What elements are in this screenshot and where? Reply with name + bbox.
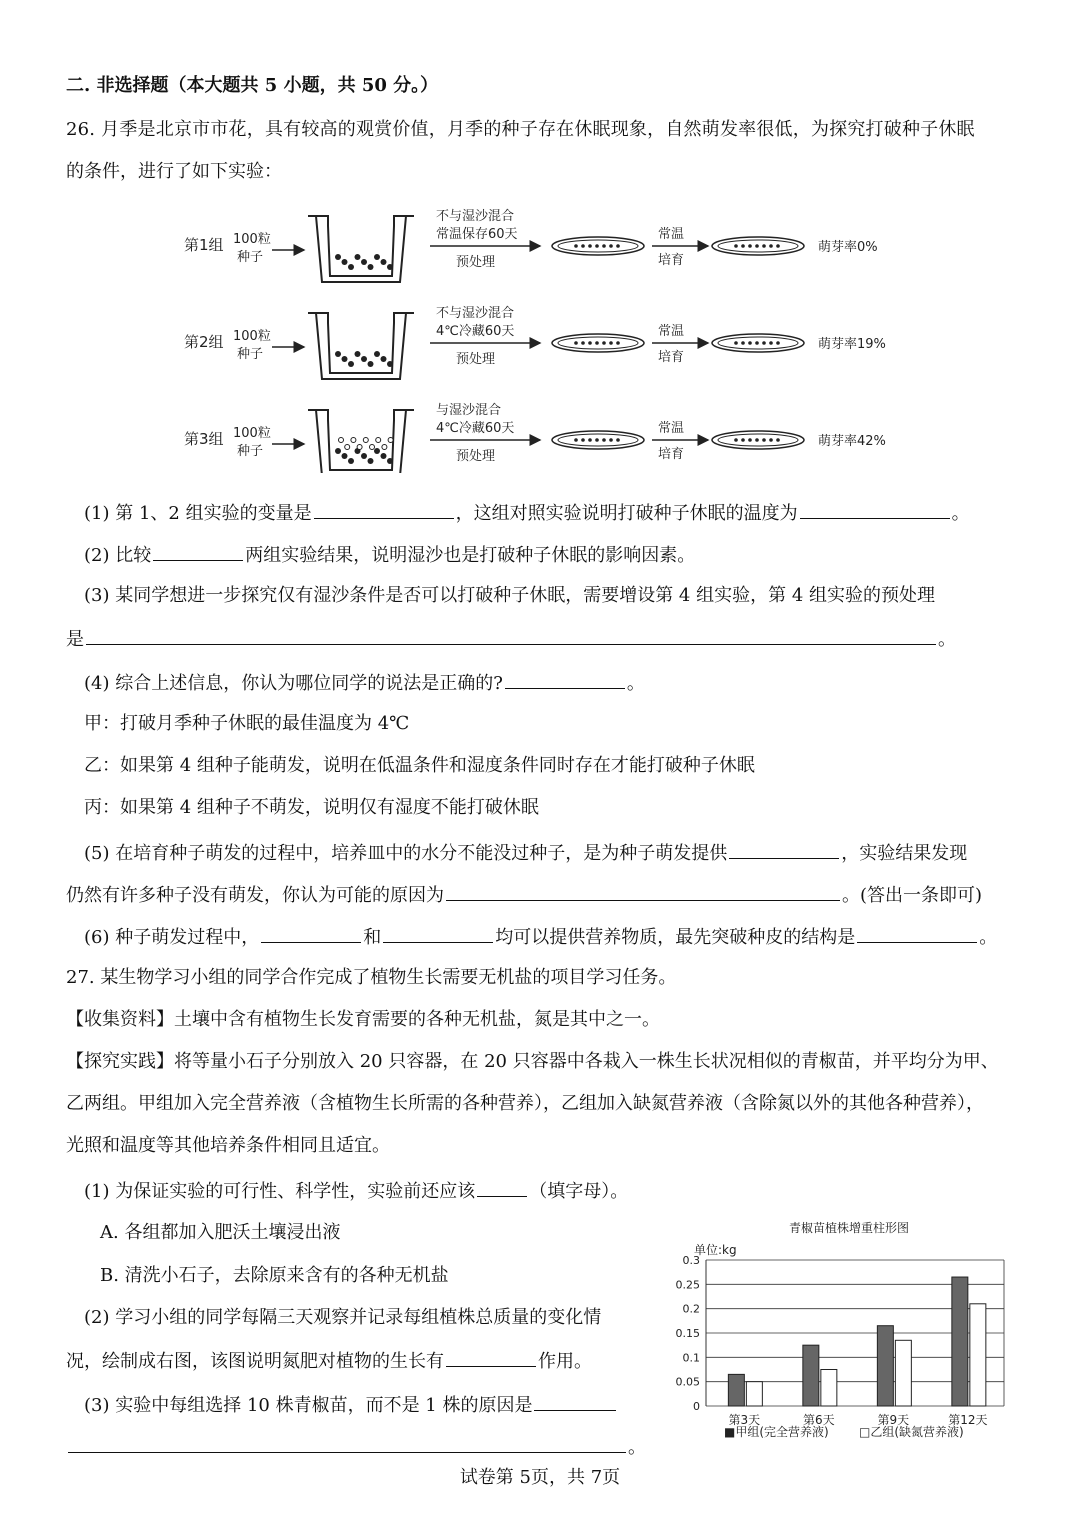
- seed: [588, 244, 592, 248]
- seed: [741, 244, 745, 248]
- seed: [602, 341, 606, 345]
- q27-practice-line2: 乙两组。甲组加入完全营养液（含植物生长所需的各种营养），乙组加入缺氮营养液（含除氮以外的其他各种营养），: [66, 1093, 984, 1114]
- q27-practice-line1: 【探究实践】将等量小石子分别放入 20 只容器，在 20 只容器中各栽入一株生长状况相似的青椒苗，并平均分为甲、: [66, 1051, 999, 1072]
- sand-grain: [370, 445, 375, 450]
- answer-blank[interactable]: [800, 500, 950, 519]
- seed: [335, 254, 341, 260]
- germination-rate: 萌芽率19%: [818, 337, 886, 352]
- y-tick-label: 0.05: [675, 1375, 700, 1389]
- sand-grain: [363, 438, 368, 443]
- sand-grain: [339, 438, 344, 443]
- weight-gain-bar-chart: [664, 1216, 1024, 1446]
- q26-2: (2) 比较 两组实验结果，说明湿沙也是打破种子休眠的影响因素。: [84, 542, 695, 568]
- seed: [387, 361, 393, 367]
- option-b: B. 清洗小石子，去除原来含有的各种无机盐: [100, 1265, 449, 1286]
- pretreat-line1: 与湿沙混合: [436, 403, 502, 418]
- q26-6: (6) 种子萌发过程中， 和 均可以提供营养物质，最先突破种皮的结构是 。: [84, 924, 997, 950]
- q26-4: (4) 综合上述信息，你认为哪位同学的说法是正确的? 。: [84, 670, 645, 696]
- seed: [348, 458, 354, 464]
- container-outline: [308, 410, 414, 470]
- answer-blank[interactable]: [729, 840, 839, 859]
- culture-line1: 常温: [658, 227, 685, 242]
- answer-blank[interactable]: [383, 924, 493, 943]
- experiment-row: [184, 305, 886, 379]
- chart-title: 青椒苗植株增重柱形图: [788, 1221, 910, 1235]
- seed: [355, 254, 361, 260]
- seed-count: 100粒: [233, 232, 271, 247]
- seed: [616, 438, 620, 442]
- seed: [595, 244, 599, 248]
- y-tick-label: 0.25: [675, 1278, 700, 1292]
- bar-jia: [952, 1277, 968, 1406]
- seed-word: 种子: [237, 444, 264, 459]
- pretreat-line3: 预处理: [456, 352, 496, 367]
- seed: [368, 361, 374, 367]
- q26-5-line1: (5) 在培育种子萌发的过程中，培养皿中的水分不能没过种子，是为种子萌发提供 ，实验结果发现: [84, 840, 967, 866]
- seed: [574, 244, 578, 248]
- seed: [348, 361, 354, 367]
- seed: [348, 264, 354, 270]
- y-tick-label: 0.1: [682, 1351, 700, 1365]
- seed: [595, 341, 599, 345]
- bar-yi: [895, 1340, 911, 1406]
- seed-count: 100粒: [233, 426, 271, 441]
- pretreat-line2: 4℃冷藏60天: [436, 421, 515, 436]
- group-label: 第1组: [184, 236, 224, 254]
- seed: [574, 341, 578, 345]
- seed: [748, 244, 752, 248]
- seed-word: 种子: [237, 250, 264, 265]
- legend-yi: □乙组(缺氮营养液): [859, 1425, 964, 1439]
- q27-2-line1: (2) 学习小组的同学每隔三天观察并记录每组植株总质量的变化情: [84, 1307, 602, 1328]
- culture-line2: 培育: [658, 447, 685, 462]
- seed: [368, 264, 374, 270]
- container-outer: [308, 410, 414, 473]
- seed: [342, 453, 348, 459]
- seed: [769, 341, 773, 345]
- seed: [769, 438, 773, 442]
- sand-grain: [388, 438, 393, 443]
- sand-grain: [382, 445, 387, 450]
- bar-jia: [803, 1345, 819, 1406]
- pretreat-line3: 预处理: [456, 255, 496, 270]
- seed: [762, 341, 766, 345]
- seed: [741, 341, 745, 345]
- seed: [335, 351, 341, 357]
- seed: [381, 453, 387, 459]
- seed: [748, 438, 752, 442]
- x-tick-label: 第9天: [877, 1413, 910, 1427]
- q27-practice-line3: 光照和温度等其他培养条件相同且适宜。: [66, 1135, 390, 1156]
- seed: [734, 341, 738, 345]
- seed: [755, 438, 759, 442]
- container-outline: [308, 216, 414, 276]
- seed: [361, 259, 367, 265]
- q27-collect: 【收集资料】土壤中含有植物生长发育需要的各种无机盐，氮是其中之一。: [66, 1009, 660, 1030]
- x-tick-label: 第12天: [948, 1413, 988, 1427]
- q26-intro-line2: 的条件，进行了如下实验：: [66, 161, 282, 182]
- experiment-row: [184, 402, 886, 473]
- sand-grain: [351, 438, 356, 443]
- seed: [776, 438, 780, 442]
- seed: [581, 341, 585, 345]
- group-label: 第3组: [184, 430, 224, 448]
- seed: [776, 341, 780, 345]
- legend-jia: ■甲组(完全营养液): [724, 1425, 829, 1439]
- seed: [755, 341, 759, 345]
- answer-blank[interactable]: [86, 626, 936, 645]
- q26-intro-line1: 26. 月季是北京市市花，具有较高的观赏价值，月季的种子存在休眠现象，自然萌发率很低，为探究打破种子休眠: [66, 119, 975, 140]
- germination-rate: 萌芽率0%: [818, 240, 878, 255]
- answer-blank[interactable]: [314, 500, 454, 519]
- seed: [609, 244, 613, 248]
- seed: [342, 356, 348, 362]
- q27-2-line2: 况，绘制成右图，该图说明氮肥对植物的生长有 作用。: [66, 1348, 592, 1374]
- x-tick-label: 第3天: [728, 1413, 761, 1427]
- pretreat-line1: 不与湿沙混合: [436, 306, 515, 321]
- seed: [374, 254, 380, 260]
- q27-intro: 27. 某生物学习小组的同学合作完成了植物生长需要无机盐的项目学习任务。: [66, 967, 677, 988]
- answer-blank[interactable]: [68, 1434, 626, 1453]
- answer-blank[interactable]: [505, 670, 625, 689]
- seed: [581, 438, 585, 442]
- answer-blank[interactable]: [446, 882, 840, 901]
- seed: [755, 244, 759, 248]
- section-title: 二. 非选择题（本大题共 5 小题，共 50 分。）: [66, 75, 439, 96]
- answer-blank[interactable]: [857, 924, 977, 943]
- seed: [588, 341, 592, 345]
- seed: [769, 244, 773, 248]
- pretreat-line2: 4℃冷藏60天: [436, 324, 515, 339]
- experiment-row: [184, 208, 878, 282]
- experiment-diagram: [180, 198, 900, 473]
- q26-1: (1) 第 1、2 组实验的变量是 ，这组对照实验说明打破种子休眠的温度为 。: [84, 500, 970, 526]
- container-outer: [308, 216, 414, 282]
- bar-jia: [877, 1326, 893, 1406]
- seed-word: 种子: [237, 347, 264, 362]
- group-label: 第2组: [184, 333, 224, 351]
- option-yi: 乙：如果第 4 组种子能萌发，说明在低温条件和湿度条件同时存在才能打破种子休眠: [84, 755, 755, 776]
- answer-blank[interactable]: [446, 1348, 536, 1367]
- sand-grain: [376, 438, 381, 443]
- bar-yi: [970, 1304, 986, 1406]
- seed: [616, 244, 620, 248]
- container-outline: [308, 313, 414, 373]
- y-tick-label: 0: [693, 1400, 700, 1413]
- sand-grain: [357, 445, 362, 450]
- seed: [381, 356, 387, 362]
- y-tick-label: 0.15: [675, 1327, 700, 1340]
- seed: [387, 458, 393, 464]
- pretreat-line3: 预处理: [456, 449, 496, 464]
- answer-blank[interactable]: [261, 924, 361, 943]
- seed: [762, 438, 766, 442]
- seed: [588, 438, 592, 442]
- culture-line1: 常温: [658, 421, 685, 436]
- q26-5-line2: 仍然有许多种子没有萌发，你认为可能的原因为 。(答出一条即可): [66, 882, 982, 908]
- sand-grain: [345, 445, 350, 450]
- germination-rate: 萌芽率42%: [818, 434, 886, 449]
- bar-jia: [728, 1374, 744, 1406]
- y-tick-label: 0.2: [682, 1302, 700, 1316]
- q27-1: (1) 为保证实验的可行性、科学性，实验前还应该 （填字母）。: [84, 1178, 628, 1204]
- option-bing: 丙：如果第 4 组种子不萌发，说明仅有湿度不能打破休眠: [84, 797, 539, 818]
- q27-3-line1: (3) 实验中每组选择 10 株青椒苗，而不是 1 株的原因是: [84, 1392, 618, 1418]
- seed: [602, 438, 606, 442]
- bar-yi: [746, 1382, 762, 1406]
- seed: [387, 264, 393, 270]
- seed: [762, 244, 766, 248]
- seed: [381, 259, 387, 265]
- x-tick-label: 第6天: [803, 1413, 835, 1427]
- seed: [734, 244, 738, 248]
- q27-3-line2: 。: [66, 1434, 646, 1460]
- page-footer: 试卷第 5页，共 7页: [459, 1467, 621, 1488]
- answer-blank[interactable]: [153, 542, 243, 561]
- culture-line2: 培育: [658, 253, 685, 268]
- seed: [368, 458, 374, 464]
- culture-line2: 培育: [658, 350, 685, 365]
- seed: [595, 438, 599, 442]
- pretreat-line1: 不与湿沙混合: [436, 209, 515, 224]
- seed: [609, 341, 613, 345]
- q26-3-line2: 是 。: [66, 626, 956, 652]
- seed: [602, 244, 606, 248]
- seed: [374, 448, 380, 454]
- seed: [342, 259, 348, 265]
- seed: [335, 448, 341, 454]
- seed: [581, 244, 585, 248]
- y-tick-label: 0.3: [682, 1254, 700, 1267]
- seed: [616, 341, 620, 345]
- seed: [609, 438, 613, 442]
- seed: [748, 341, 752, 345]
- seed: [734, 438, 738, 442]
- q26-3-line1: (3) 某同学想进一步探究仅有湿沙条件是否可以打破种子休眠，需要增设第 4 组实验，第 4 组实验的预处理: [84, 585, 936, 606]
- option-a: A. 各组都加入肥沃土壤浸出液: [100, 1222, 341, 1243]
- bar-yi: [821, 1370, 837, 1407]
- option-jia: 甲：打破月季种子休眠的最佳温度为 4℃: [84, 713, 410, 734]
- seed: [741, 438, 745, 442]
- seed-count: 100粒: [233, 329, 271, 344]
- seed: [355, 351, 361, 357]
- seed: [374, 351, 380, 357]
- seed: [776, 244, 780, 248]
- answer-blank[interactable]: [477, 1178, 527, 1197]
- seed: [574, 438, 578, 442]
- container-outer: [308, 313, 414, 379]
- culture-line1: 常温: [658, 324, 685, 339]
- seed: [361, 356, 367, 362]
- answer-blank[interactable]: [534, 1392, 616, 1411]
- seed: [361, 453, 367, 459]
- pretreat-line2: 常温保存60天: [436, 227, 518, 242]
- chart-ylabel: 单位:kg: [694, 1243, 737, 1257]
